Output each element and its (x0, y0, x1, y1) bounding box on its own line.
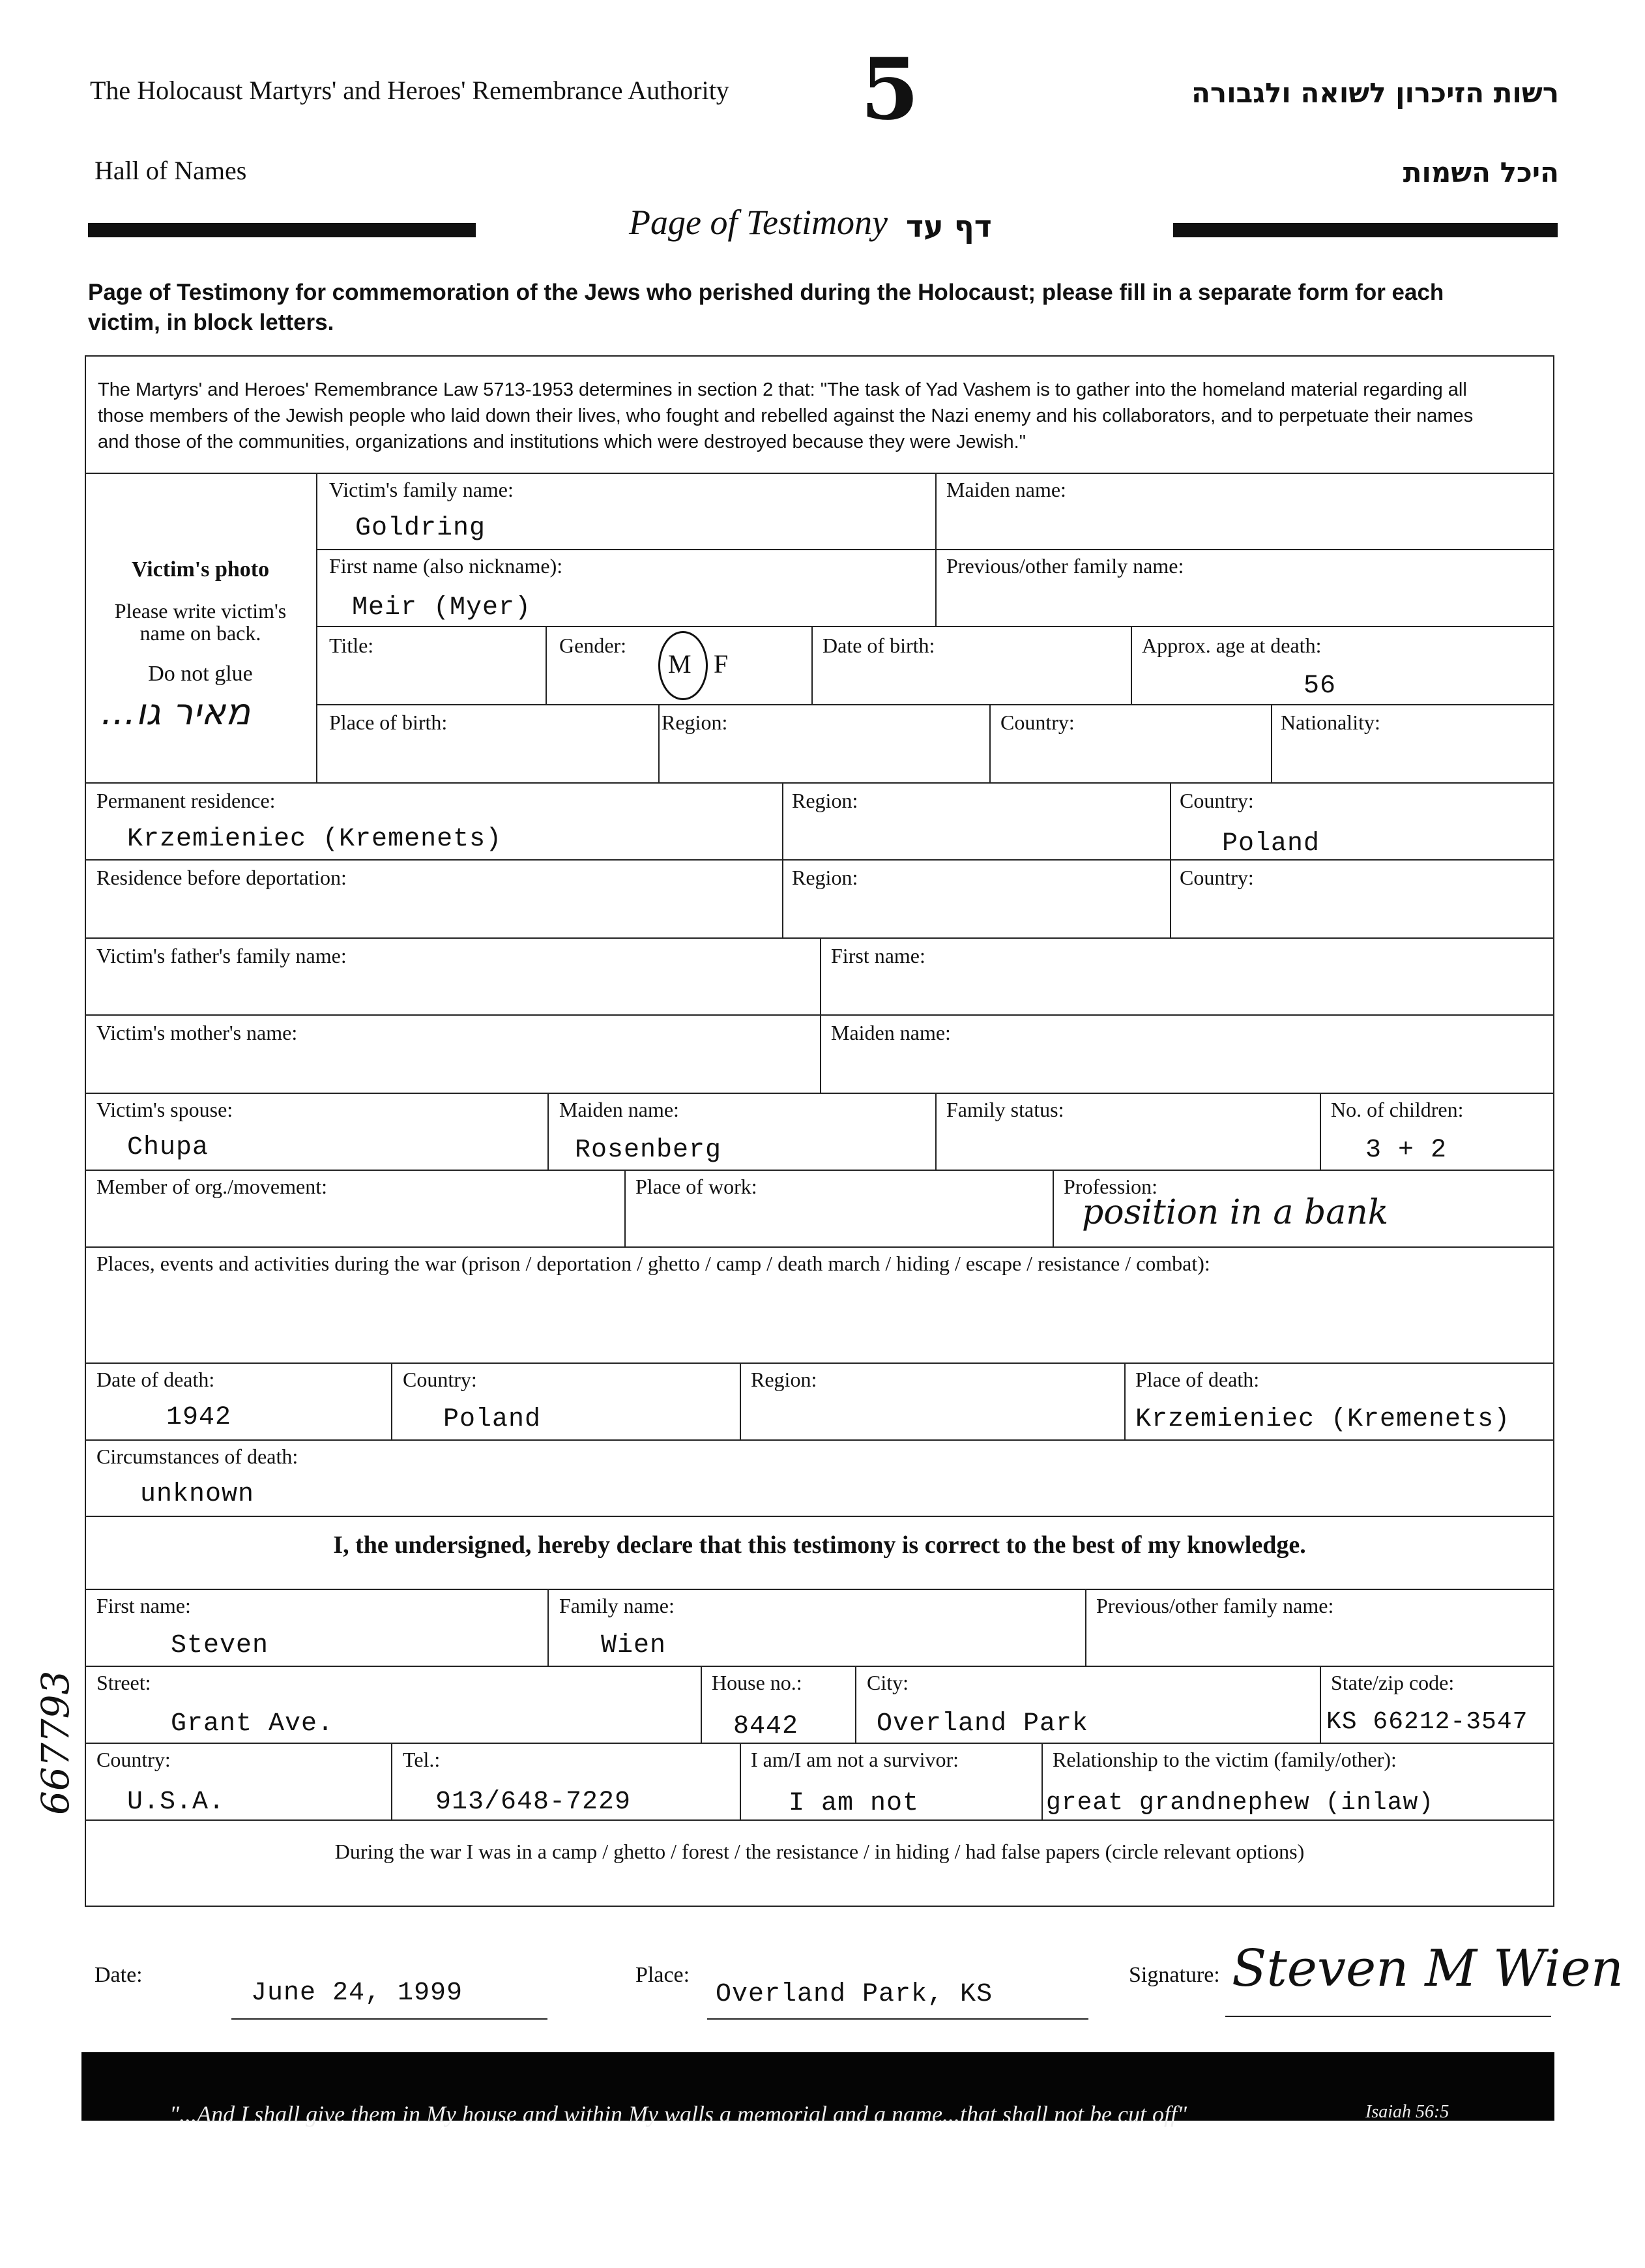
gender-f: F (714, 649, 729, 679)
title-bar-left (88, 223, 476, 237)
city-label: City: (867, 1671, 909, 1694)
house-value: 8442 (733, 1712, 799, 1741)
state-value: KS 66212-3547 (1326, 1708, 1528, 1736)
date-value: June 24, 1999 (251, 1979, 463, 2008)
tel-value: 913/648-7229 (435, 1788, 632, 1817)
circumstances-label: Circumstances of death: (96, 1445, 298, 1468)
place-work-label: Place of work: (635, 1175, 757, 1198)
street-label: Street: (96, 1671, 151, 1694)
sub-family-label: Family name: (559, 1594, 675, 1617)
circumstances-value: unknown (140, 1480, 255, 1509)
mother-label: Victim's mother's name: (96, 1021, 298, 1044)
places-events-label: Places, events and activities during the war (prison / deportation / ghetto / camp / death march / hiding / escape / resistance / combat): (96, 1252, 1210, 1275)
form-number: 5 (860, 39, 920, 139)
sub-prev-family-label: Previous/other family name: (1096, 1594, 1334, 1617)
law-text: The Martyrs' and Heroes' Remembrance Law 5713-1953 determines in section 2 that: "The task of Yad Vashem is to gather into the homeland material regarding all those members of the Jewish people who laid down their lives, who fought and rebelled against the Nazi enemy and his collaborators, and to perpetuate their names and those of the communities, organizations and institutions which were destroyed because they were Jewish." (98, 379, 1474, 452)
perm-country-label: Country: (1180, 789, 1254, 812)
profession-value: position in a bank (1082, 1193, 1389, 1232)
authority-name-en: The Holocaust Martyrs' and Heroes' Remembrance Authority (90, 76, 729, 105)
authority-name-he: רשות הזיכרון לשואה ולגבורה (1191, 77, 1559, 109)
photo-no-glue: Do not glue (148, 662, 253, 686)
date-label: Date: (95, 1963, 143, 1987)
first-name-label: First name (also nickname): (329, 554, 563, 578)
prev-family-label: Previous/other family name: (946, 554, 1184, 578)
house-label: House no.: (712, 1671, 802, 1694)
nationality-label: Nationality: (1281, 711, 1380, 734)
date-death-label: Date of death: (96, 1368, 215, 1391)
footer-citation: Isaiah 56:5 (1365, 2102, 1449, 2122)
declaration: I, the undersigned, hereby declare that this testimony is correct to the best of my knowledge. (333, 1531, 1306, 1559)
page-title: Page of Testimony (629, 203, 888, 242)
mother-maiden-label: Maiden name: (831, 1021, 951, 1044)
death-country-label: Country: (403, 1368, 477, 1391)
signature-label: Signature: (1129, 1963, 1220, 1987)
margin-number: 667793 (33, 1670, 78, 1815)
relationship-label: Relationship to the victim (family/other): (1053, 1748, 1397, 1771)
dob-label: Date of birth: (822, 634, 935, 657)
date-death-value: 1942 (166, 1403, 232, 1432)
maiden-name-label: Maiden name: (946, 478, 1066, 501)
perm-country-value: Poland (1222, 829, 1320, 859)
title-label: Title: (329, 634, 374, 657)
intro-text: Page of Testimony for commemoration of the Jews who perished during the Holocaust; please fill in a separate form for each victim, in block letters. (88, 280, 1444, 335)
photo-handwritten-name: מאיר גו... (101, 691, 251, 733)
res-before-label: Residence before deportation: (96, 866, 347, 889)
sub-family-value: Wien (601, 1631, 667, 1660)
relationship-value: great grandnephew (inlaw) (1046, 1789, 1434, 1817)
hall-of-names-he: היכל השמות (1403, 156, 1559, 188)
father-label: Victim's father's family name: (96, 944, 347, 967)
pob-country-label: Country: (1000, 711, 1075, 734)
age-label: Approx. age at death: (1142, 634, 1322, 657)
city-value: Overland Park (877, 1709, 1089, 1739)
survivor-value: I am not (789, 1789, 920, 1818)
war-note: During the war I was in a camp / ghetto / forest / the resistance / in hiding / had false papers (circle relevant options) (334, 1840, 1305, 1863)
spouse-label: Victim's spouse: (96, 1098, 233, 1121)
state-label: State/zip code: (1331, 1671, 1455, 1694)
gender-label: Gender: (559, 634, 627, 657)
perm-res-label: Permanent residence: (96, 789, 276, 812)
place-label: Place: (635, 1963, 690, 1987)
sub-first-label: First name: (96, 1594, 191, 1617)
gender-m: M (668, 649, 691, 679)
title-bar-right (1173, 223, 1558, 237)
spouse-value: Chupa (127, 1133, 209, 1162)
death-region-label: Region: (751, 1368, 817, 1391)
signature-value: Steven M Wien (1232, 1939, 1623, 1998)
place-death-label: Place of death: (1135, 1368, 1260, 1391)
photo-title: Victim's photo (131, 557, 270, 582)
survivor-label: I am/I am not a survivor: (751, 1748, 959, 1771)
father-first-label: First name: (831, 944, 925, 967)
spouse-maiden-label: Maiden name: (559, 1098, 679, 1121)
place-death-value: Krzemieniec (Kremenets) (1135, 1405, 1511, 1434)
member-org-label: Member of org./movement: (96, 1175, 327, 1198)
page-title-he: דף עד (906, 209, 992, 244)
family-name-value: Goldring (355, 514, 486, 543)
first-name-value: Meir (Myer) (352, 593, 532, 623)
footer-quote: "...And I shall give them in My house and within My walls a memorial and a name...that shall not be cut off" (169, 2101, 1187, 2127)
age-value: 56 (1303, 671, 1337, 701)
res-before-country-label: Country: (1180, 866, 1254, 889)
profession-label: Profession: (1064, 1175, 1157, 1198)
tel-label: Tel.: (403, 1748, 441, 1771)
death-country-value: Poland (443, 1405, 542, 1434)
street-value: Grant Ave. (171, 1709, 334, 1739)
spouse-maiden-value: Rosenberg (575, 1136, 722, 1165)
place-value: Overland Park, KS (716, 1980, 993, 2009)
res-before-region-label: Region: (792, 866, 858, 889)
hall-of-names-en: Hall of Names (95, 156, 247, 185)
family-status-label: Family status: (946, 1098, 1064, 1121)
children-value: 3 + 2 (1365, 1136, 1448, 1165)
perm-region-label: Region: (792, 789, 858, 812)
children-label: No. of children: (1331, 1098, 1464, 1121)
sub-country-value: U.S.A. (127, 1788, 226, 1817)
sub-first-value: Steven (171, 1631, 269, 1660)
sub-country-label: Country: (96, 1748, 171, 1771)
pob-label: Place of birth: (329, 711, 448, 734)
photo-note: Please write victim's name on back. (114, 599, 287, 645)
family-name-label: Victim's family name: (329, 478, 514, 501)
pob-region-label: Region: (662, 711, 728, 734)
perm-res-value: Krzemieniec (Kremenets) (127, 825, 502, 854)
